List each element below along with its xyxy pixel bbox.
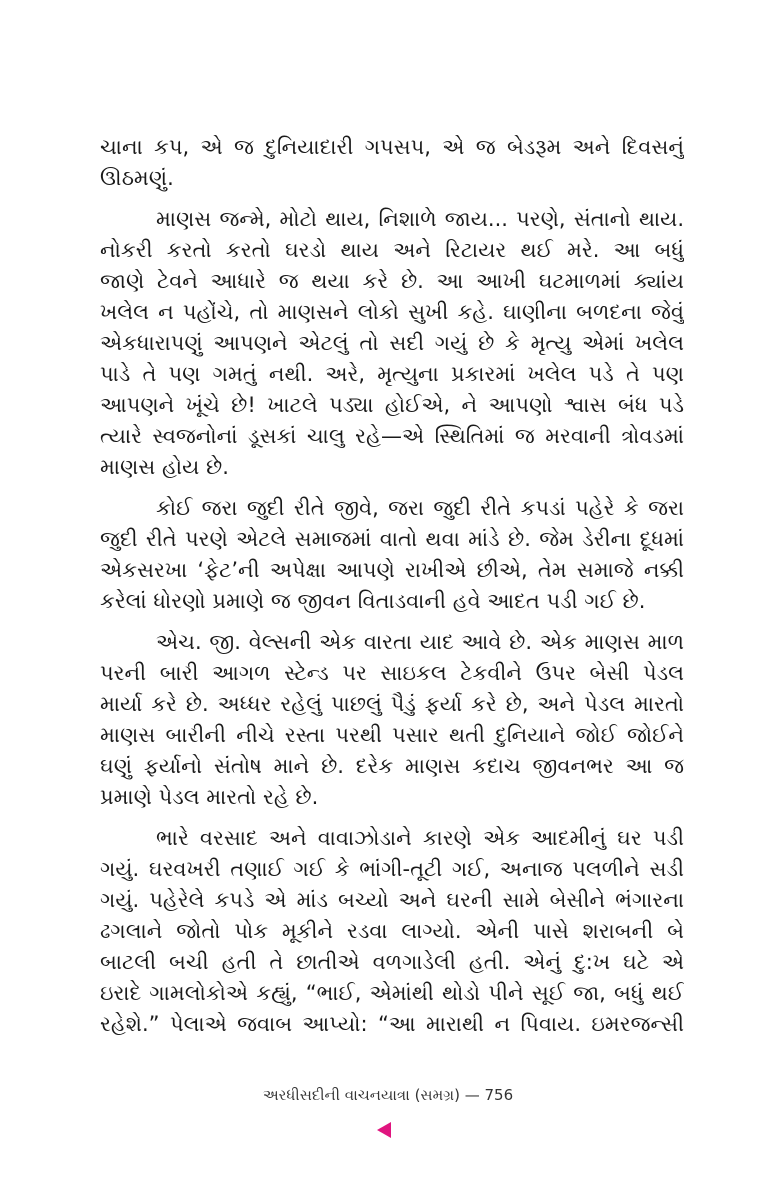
text-line: ગયું. ઘરવખરી તણાઈ ગઈ કે ભાંગી-તૂટી ગઈ, અનાજ પલળીને સડી xyxy=(100,857,684,881)
text-line: ચાના કપ, એ જ દુનિયાદારી ગપસપ, એ જ બેડરૂમ અને દિવસનું xyxy=(100,135,684,159)
text-line: કોઈ જરા જુદી રીતે જીવે, જરા જુદી રીતે કપડાં પહેરે કે જરા xyxy=(156,496,684,520)
text-line: પ્રમાણે પેડલ મારતો રહે છે. xyxy=(100,785,319,809)
page-body xyxy=(100,132,684,1040)
text-line: પરની બારી આગળ સ્ટેન્ડ પર સાઇકલ ટેકવીને ઉપર બેસી પેડલ xyxy=(100,661,684,685)
text-line: એકધારાપણું આપણને એટલું તો સદી ગયું છે કે મૃત્યુ એમાં ખલેલ xyxy=(100,331,684,355)
text-line: માર્યા કરે છે. અધ્ધર રહેલું પાછલું પૈડું ફર્યા કરે છે, અને પેડલ મારતો xyxy=(100,692,684,716)
text-line: જાણે ટેવને આધારે જ થયા કરે છે. આ આખી ઘટમાળમાં ક્યાંય xyxy=(100,269,684,293)
text-line: માણસ બારીની નીચે રસ્તા પરથી પસાર થતી દુનિયાને જોઈ જોઈને xyxy=(100,723,684,747)
page-footer: અરધીસદીની વાચનયાત્રા (સમગ્ર) — 756 xyxy=(262,1086,514,1104)
previous-page-triangle-left-icon[interactable] xyxy=(377,1122,391,1138)
paragraph xyxy=(100,627,684,813)
text-line: બાટલી બચી હતી તે છાતીએ વળગાડેલી હતી. એનું દુ:ખ ઘટે એ xyxy=(100,950,684,974)
text-line: રહેશે.” પેલાએ જવાબ આપ્યો: “આ મારાથી ન પિવાય. ઇમરજન્સી xyxy=(100,1012,684,1036)
paragraph xyxy=(100,493,684,617)
text-line: માણસ જન્મે, મોટો થાય, નિશાળે જાય... પરણે, સંતાનો થાય. xyxy=(156,207,684,231)
text-line: ત્યારે સ્વજનોનાં ડૂસકાં ચાલુ રહે—એ સ્થિતિમાં જ મરવાની ત્રોવડમાં xyxy=(100,424,684,448)
text-line: નોકરી કરતો કરતો ઘરડો થાય અને રિટાયર થઈ મરે. આ બધું xyxy=(100,238,684,262)
text-line: જુદી રીતે પરણે એટલે સમાજમાં વાતો થવા માંડે છે. જેમ ડેરીના દૂધમાં xyxy=(100,527,684,551)
text-line: ગયું. પહેરેલે કપડે એ માંડ બચ્યો અને ઘરની સામે બેસીને ભંગારના xyxy=(100,888,684,912)
text-line: એચ. જી. વેલ્સની એક વારતા યાદ આવે છે. એક માણસ માળ xyxy=(156,630,684,654)
text-line: કરેલાં ધોરણો પ્રમાણે જ જીવન વિતાડવાની હવે આદત પડી ગઈ છે. xyxy=(100,589,646,613)
paragraph xyxy=(100,132,684,194)
text-line: ઇરાદે ગામલોકોએ કહ્યું, “ભાઈ, એમાંથી થોડો પીને સૂઈ જા, બધું થઈ xyxy=(100,981,684,1005)
text-line: ઘણું ફર્યાનો સંતોષ માને છે. દરેક માણસ કદાચ જીવનભર આ જ xyxy=(100,754,684,778)
paragraph xyxy=(100,823,684,1040)
text-line: એકસરખા ‘ફેટ’ની અપેક્ષા આપણે રાખીએ છીએ, તેમ સમાજે નક્કી xyxy=(100,558,684,582)
text-line: ઢગલાને જોતો પોક મૂકીને રડવા લાગ્યો. એની પાસે શરાબની બે xyxy=(100,919,684,943)
text-line: ઊઠમણું. xyxy=(100,166,174,190)
text-line: માણસ હોય છે. xyxy=(100,455,229,479)
text-line: પાડે તે પણ ગમતું નથી. અરે, મૃત્યુના પ્રકારમાં ખલેલ પડે તે પણ xyxy=(100,362,684,386)
text-line: ખલેલ ન પહોંચે, તો માણસને લોકો સુખી કહે. ઘાણીના બળદના જેવું xyxy=(100,300,684,324)
text-line: આપણને ખૂંચે છે! ખાટલે પડ્યા હોઈએ, ને આપણો શ્વાસ બંધ પડે xyxy=(100,393,684,417)
text-line: ભારે વરસાદ અને વાવાઝોડાને કારણે એક આદમીનું ઘર પડી xyxy=(156,826,684,850)
paragraph xyxy=(100,204,684,483)
